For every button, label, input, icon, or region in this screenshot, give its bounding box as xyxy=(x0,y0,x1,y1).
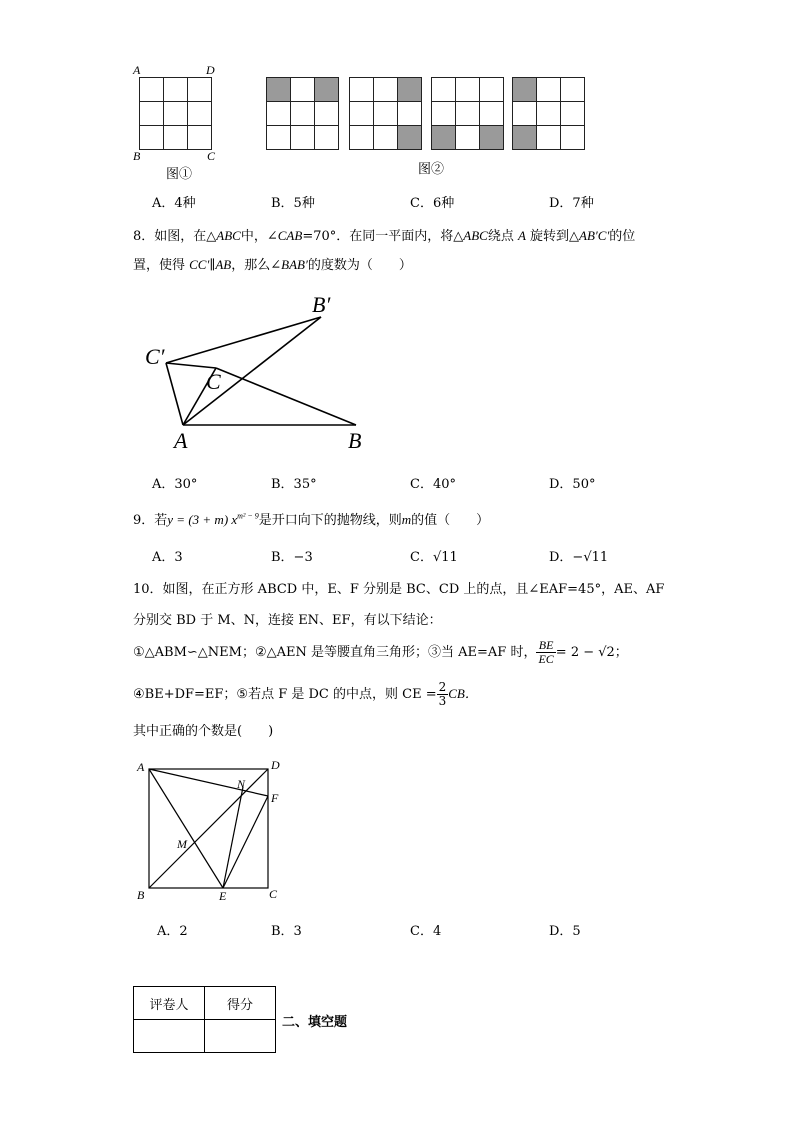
q10-text-line3: ①△ABM∽△NEM；②△AEN 是等腰直角三角形；③当 AE=AF 时， $\frac{BE}{EC}$ = 2 − √2； xyxy=(133,638,628,666)
q10-label-m: M xyxy=(177,837,187,851)
q9-formula: y = (3 + m) x xyxy=(167,512,238,527)
score-table xyxy=(133,986,276,1053)
fig2-caption: 图② xyxy=(418,162,445,177)
q8-option-a[interactable]: A．30° xyxy=(152,477,198,492)
fig1-caption: 图① xyxy=(166,167,193,182)
q8-option-d[interactable]: D．50° xyxy=(549,477,596,492)
score-table-header-score: 得分 xyxy=(205,987,276,1020)
fig1-label-d: D xyxy=(206,63,215,77)
q9-option-b[interactable]: B．−3 xyxy=(271,550,313,565)
q10-option-d[interactable]: D．5 xyxy=(549,924,581,939)
q10-label-e: E xyxy=(219,889,227,903)
q8-label-bprime: B′ xyxy=(312,292,331,317)
q10-option-a[interactable]: A．2 xyxy=(157,924,188,939)
fig1-grid xyxy=(139,77,213,151)
q10-label-b: B xyxy=(137,888,145,902)
score-table-header-grader: 评卷人 xyxy=(134,987,205,1020)
q10-text-line4: ④BE+DF=EF；⑤若点 F 是 DC 的中点，则 CE = $\frac{2}{3}$ CB． xyxy=(133,680,478,708)
q8-figure xyxy=(140,290,400,453)
q10-option-b[interactable]: B．3 xyxy=(271,924,302,939)
fig2-grid-2 xyxy=(349,77,423,151)
q7-option-d[interactable]: D．7种 xyxy=(549,196,594,211)
q8-label-b: B xyxy=(348,428,362,453)
q9-text: 9．若y = (3 + m) $x^{m^2 - 9}$是开口向下的抛物线，则m的值（ ） xyxy=(133,511,490,528)
score-table-score-cell[interactable] xyxy=(205,1020,276,1053)
score-table-grader-cell[interactable] xyxy=(134,1020,205,1053)
q8-text-line2: 置，使得 CC′∥AB，那么∠BAB′的度数为（ ） xyxy=(133,257,412,273)
q8-option-b[interactable]: B．35° xyxy=(271,477,317,492)
q8-text-line1: 8．如图，在△ABC中，∠CAB=70°．在同一平面内，将△ABC绕点 A 旋转到△AB′C′的位 xyxy=(133,228,636,244)
q10-text-line5: 其中正确的个数是( ) xyxy=(133,724,274,739)
q8-label-c: C xyxy=(206,369,221,394)
q10-label-d: D xyxy=(271,758,280,772)
q8-option-c[interactable]: C．40° xyxy=(410,477,456,492)
fig1-label-b: B xyxy=(133,149,141,163)
q10-option-c[interactable]: C．4 xyxy=(410,924,442,939)
q10-figure xyxy=(133,757,293,907)
q7-option-b[interactable]: B．5种 xyxy=(271,196,315,211)
q9-option-c[interactable]: C．√11 xyxy=(410,550,458,565)
q9-exponent: m² − 9 xyxy=(237,511,259,521)
fig1-label-a: A xyxy=(133,63,141,77)
fig2-grid-3 xyxy=(431,77,505,151)
fig2-grid-1 xyxy=(266,77,340,151)
q7-option-a[interactable]: A．4种 xyxy=(152,196,196,211)
q8-label-a: A xyxy=(174,428,188,453)
fig1-label-c: C xyxy=(207,149,216,163)
q10-text-line1: 10．如图，在正方形 ABCD 中，E、F 分别是 BC、CD 上的点，且∠EAF=45°，AE、AF xyxy=(133,582,665,597)
q8-label-cprime: C′ xyxy=(145,344,165,369)
q7-option-c[interactable]: C．6种 xyxy=(410,196,455,211)
fig2-grid-4 xyxy=(512,77,586,151)
q10-label-n: N xyxy=(237,777,246,791)
q10-text-line2: 分别交 BD 于 M、N，连接 EN、EF，有以下结论： xyxy=(133,613,442,628)
q10-label-a: A xyxy=(137,760,145,774)
q10-label-c: C xyxy=(269,887,278,901)
q9-option-d[interactable]: D．−√11 xyxy=(549,550,609,565)
q9-option-a[interactable]: A．3 xyxy=(152,550,183,565)
q10-label-f: F xyxy=(271,791,279,805)
section-2-title: 二、填空题 xyxy=(282,1015,348,1030)
